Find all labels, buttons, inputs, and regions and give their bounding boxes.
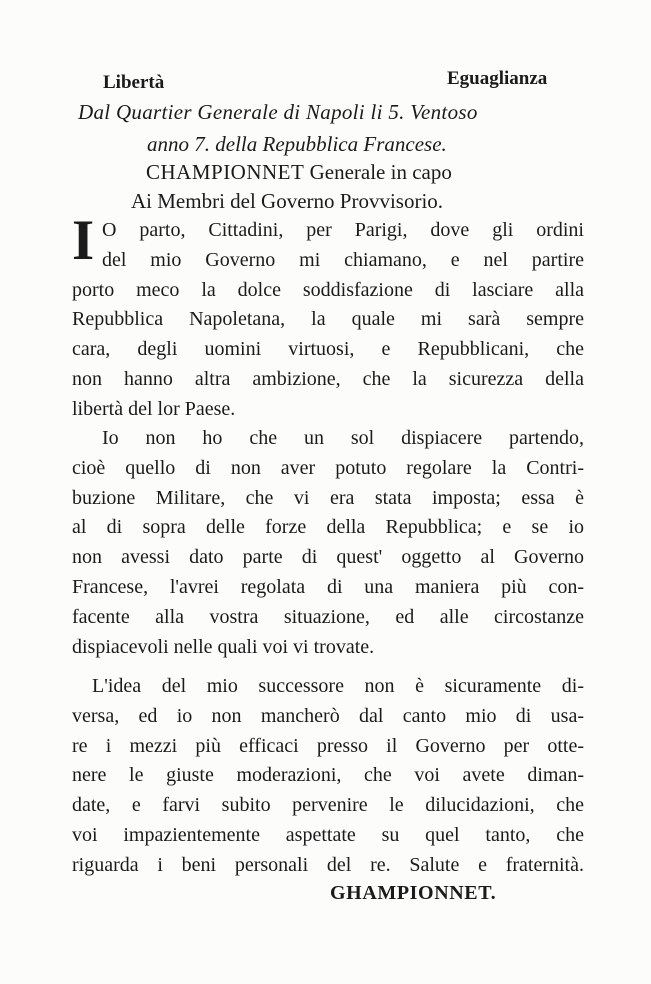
- addressee-line: Ai Membri del Governo Provvisorio.: [131, 189, 444, 213]
- author-title: Generale in capo: [309, 160, 452, 184]
- text-line: dispiacevoli nelle quali voi vi trovate.: [72, 635, 375, 658]
- text-line: porto meco la dolce soddisfazione di lasciare alla: [72, 278, 584, 301]
- text-line: libertà del lor Paese.: [72, 397, 236, 420]
- text-line: Repubblica Napoletana, la quale mi sarà sempre: [72, 308, 584, 331]
- motto-eguaglianza: Eguaglianza: [447, 68, 548, 89]
- text-line: facente alla vostra situazione, ed alle circostanze: [72, 605, 584, 628]
- text-line: non hanno altra ambizione, che la sicurezza della: [72, 367, 584, 390]
- text-line: non avessi dato parte di quest' oggetto al Governo: [72, 546, 584, 569]
- text-line: voi impazientemente aspettate su quel tanto, che: [72, 823, 584, 846]
- paragraph-3: [72, 672, 584, 881]
- place-date-line-1: Dal Quartier Generale di Napoli li 5. Ventoso: [78, 100, 478, 124]
- text-line: nere le giuste moderazioni, che voi avete diman-: [72, 764, 584, 787]
- text-line: Io non ho che un sol dispiacere partendo,: [102, 427, 584, 449]
- text-line: riguarda i beni personali del re. Salute e fraternità.: [72, 853, 584, 876]
- text-line: date, e farvi subito pervenire le dilucidazioni, che: [72, 794, 584, 817]
- text-line: Francese, l'avrei regolata di una maniera più con-: [72, 575, 584, 598]
- text-line: cara, degli uomini virtuosi, e Repubblicani, che: [72, 338, 584, 361]
- text-line: re i mezzi più efficaci presso il Governo per otte-: [72, 734, 584, 757]
- text-line: O parto, Cittadini, per Parigi, dove gli ordini: [102, 219, 584, 241]
- drop-cap: I: [72, 209, 95, 272]
- motto-liberta: Libertà: [103, 72, 165, 93]
- text-line: buzione Militare, che vi era stata imposta; essa è: [72, 486, 584, 509]
- text-line: del mio Governo mi chiamano, e nel partire: [102, 248, 584, 271]
- signature: GHAMPIONNET.: [330, 882, 497, 904]
- paragraph-2: [72, 424, 584, 662]
- place-date-line-2: anno 7. della Repubblica Francese.: [147, 132, 447, 156]
- author-line: [146, 160, 452, 185]
- author-name: CHAMPIONNET: [146, 160, 305, 184]
- text-line: L'idea del mio successore non è sicuramente di-: [92, 675, 584, 697]
- text-line: al di sopra delle forze della Repubblica; e se io: [72, 516, 584, 539]
- text-line: cioè quello di non aver potuto regolare la Contri-: [72, 456, 584, 479]
- text-line: versa, ed io non mancherò dal canto mio di usa-: [72, 704, 584, 727]
- paragraph-1: [72, 216, 584, 425]
